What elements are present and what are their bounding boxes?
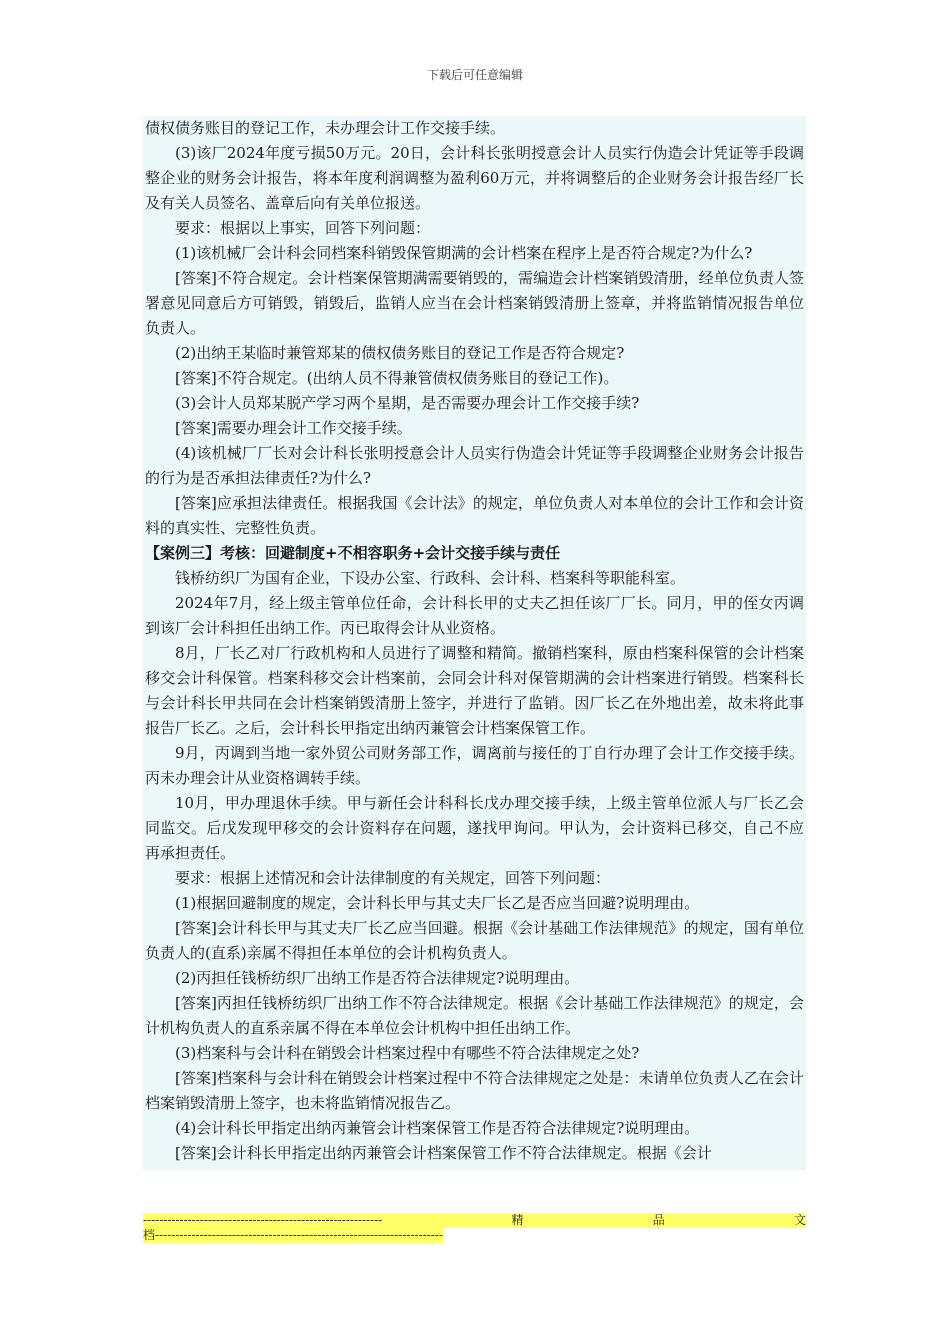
section-heading: 【案例三】考核：回避制度+不相容职务+会计交接手续与责任 [145,544,561,562]
page-header: 下载后可任意编辑 [426,68,523,82]
paragraph: (1)根据回避制度的规定，会计科长甲与其丈夫厂长乙是否应当回避?说明理由。 [175,894,700,912]
paragraph: [答案]不符合规定。会计档案保管期满需要销毁的，需编造会计档案销毁清册，经单位负责人签署意见同意后方可销毁，销毁后，监销人应当在会计档案销毁清册上签章，并将监销情况报告单位负责人。 [145,269,804,337]
footer-char-2: 品 [652,1213,665,1227]
paragraph: (4)会计科长甲指定出纳丙兼管会计档案保管工作是否符合法律规定?说明理由。 [175,1119,700,1137]
footer-char-1: 精 [511,1213,524,1227]
document-body [143,116,806,1170]
paragraph: (3)会计人员郑某脱产学习两个星期，是否需要办理会计工作交接手续? [175,394,640,412]
paragraph: 2024年7月，经上级主管单位任命，会计科长甲的丈夫乙担任该厂厂长。同月，甲的侄女丙调到该厂会计科担任出纳工作。丙已取得会计从业资格。 [145,594,804,637]
footer-dashes: ----------------------------------------------------------- [143,1213,383,1227]
footer-char-3: 文 [793,1213,806,1227]
paragraph: 9月，丙调到当地一家外贸公司财务部工作，调离前与接任的丁自行办理了会计工作交接手续。丙未办理会计从业资格调转手续。 [145,744,804,787]
paragraph: [答案]档案科与会计科在销毁会计档案过程中不符合法律规定之处是：未请单位负责人乙在会计档案销毁清册上签字，也未将监销情况报告乙。 [145,1069,804,1112]
paragraph: 要求：根据以上事实，回答下列问题： [175,219,431,237]
footer-line-2: 档----------------------------------------------------------------------- [143,1228,443,1242]
paragraph: [答案]会计科长甲指定出纳丙兼管会计档案保管工作不符合法律规定。根据《会计 [175,1144,712,1162]
paragraph: (2)出纳王某临时兼管郑某的债权债务账目的登记工作是否符合规定? [175,344,625,362]
paragraph: (3)档案科与会计科在销毁会计档案过程中有哪些不符合法律规定之处? [175,1044,640,1062]
paragraph: (1)该机械厂会计科会同档案科销毁保管期满的会计档案在程序上是否符合规定?为什么? [175,244,753,262]
paragraph: (3)该厂2024年度亏损50万元。20日，会计科长张明授意会计人员实行伪造会计凭证等手段调整企业的财务会计报告，将本年度利润调整为盈利60万元，并将调整后的企业财务会计报告经厂长及有关人员签名、盖章后向有关单位报送。 [145,144,804,212]
paragraph: [答案]会计科长甲与其丈夫厂长乙应当回避。根据《会计基础工作法律规范》的规定，国有单位负责人的(直系)亲属不得担任本单位的会计机构负责人。 [145,919,804,962]
paragraph: [答案]应承担法律责任。根据我国《会计法》的规定，单位负责人对本单位的会计工作和会计资料的真实性、完整性负责。 [145,494,804,537]
paragraph: 8月，厂长乙对厂行政机构和人员进行了调整和精简。撤销档案科，原由档案科保管的会计档案移交会计科保管。档案科移交会计档案前，会同会计科对保管期满的会计档案进行销毁。档案科长与会计科长甲共同在会计档案销毁清册上签字，并进行了监销。因厂长乙在外地出差，故未将此事报告厂长乙。之后，会计科长甲指定出纳丙兼管会计档案保管工作。 [145,644,804,737]
paragraph: [答案]需要办理会计工作交接手续。 [175,419,412,437]
paragraph: (2)丙担任钱桥纺织厂出纳工作是否符合法律规定?说明理由。 [175,969,580,987]
paragraph: 要求：根据上述情况和会计法律制度的有关规定，回答下列问题： [175,869,611,887]
paragraph: (4)该机械厂厂长对会计科长张明授意会计人员实行伪造会计凭证等手段调整企业财务会计报告的行为是否承担法律责任?为什么? [145,444,804,487]
paragraph: [答案]丙担任钱桥纺织厂出纳工作不符合法律规定。根据《会计基础工作法律规范》的规定，会计机构负责人的直系亲属不得在本单位会计机构中担任出纳工作。 [145,994,804,1037]
footer-watermark [143,1213,806,1243]
paragraph: 10月，甲办理退休手续。甲与新任会计科科长戊办理交接手续，上级主管单位派人与厂长乙会同监交。后戊发现甲移交的会计资料存在问题，遂找甲询问。甲认为，会计资料已移交，自己不应再承担责任。 [145,794,804,862]
paragraph: 债权债务账目的登记工作，未办理会计工作交接手续。 [145,119,506,137]
footer-line-1 [143,1213,806,1228]
paragraph: [答案]不符合规定。(出纳人员不得兼管债权债务账目的登记工作)。 [175,369,619,387]
paragraph: 钱桥纺织厂为国有企业，下设办公室、行政科、会计科、档案科等职能科室。 [175,569,686,587]
